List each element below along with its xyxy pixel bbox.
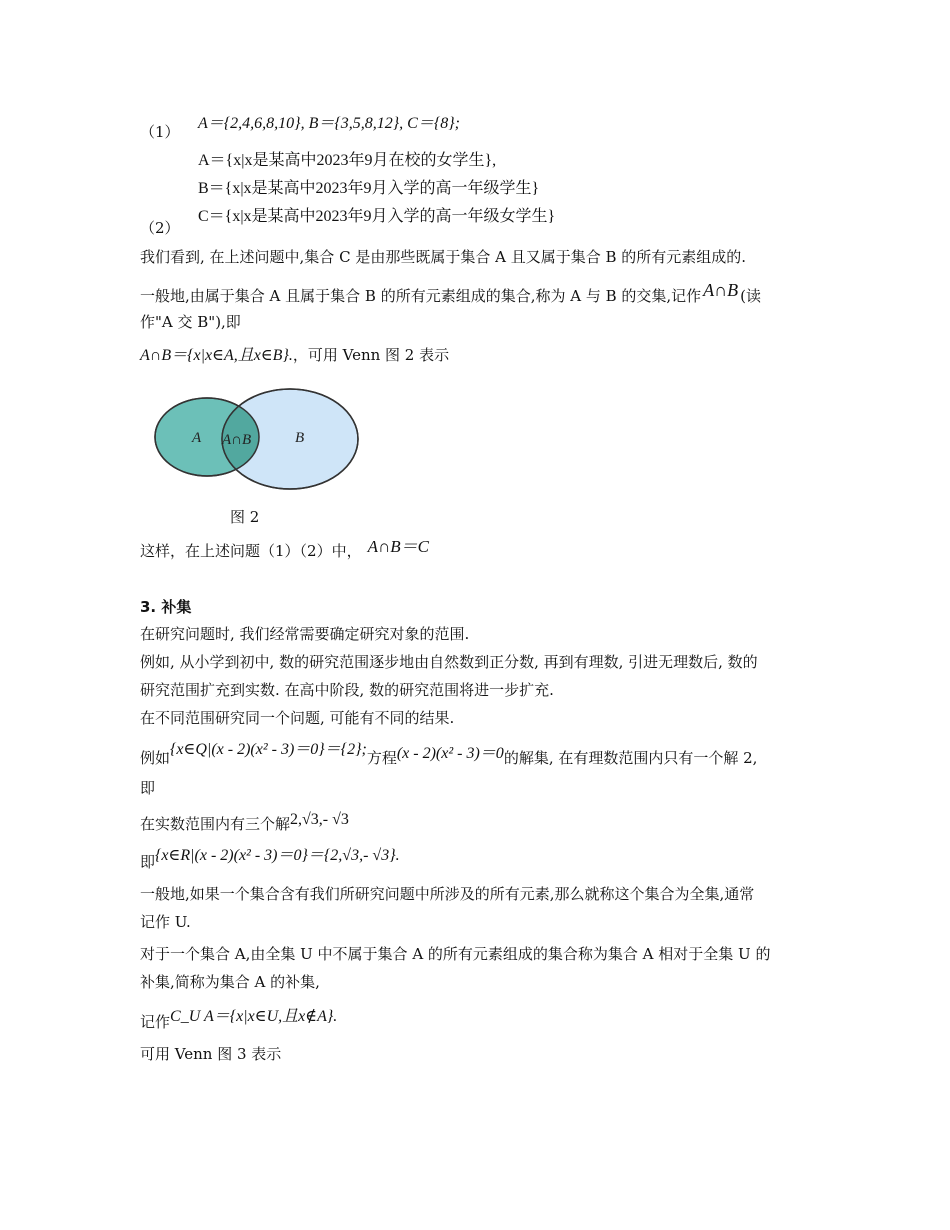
complement-paragraph-2b: 研究范围扩充到实数. 在高中阶段, 数的研究范围将进一步扩充.: [140, 681, 554, 699]
complement-paragraph-5b: 补集,简称为集合 A 的补集,: [140, 973, 320, 991]
complement-paragraph-3: 在不同范围研究同一个问题, 可能有不同的结果.: [140, 709, 455, 727]
venn-diagram-2: [150, 388, 380, 508]
example1-formula: A＝{2,4,6,8,10}, B＝{3,5,8,12}, C＝{8};: [198, 115, 460, 132]
complement-notation-lead: 记作: [140, 1013, 171, 1031]
complement-paragraph-2a: 例如, 从小学到初中, 数的研究范围逐步地由自然数到正分数, 再到有理数, 引进无理数后, 数的: [140, 653, 758, 671]
intersection-paragraph-3: 作"A 交 B"),即: [140, 313, 241, 331]
example2-set-a: A＝{x|x是某高中2023年9月在校的女学生},: [198, 152, 497, 169]
complement-paragraph-5a: 对于一个集合 A,由全集 U 中不属于集合 A 的所有元素组成的集合称为集合 A 相对于全集 U 的: [140, 945, 771, 963]
conclusion-text: 这样，在上述问题（1）（2）中，: [140, 542, 362, 560]
intersection-paragraph-2-text: 一般地,由属于集合 A 且属于集合 B 的所有元素组成的集合,称为 A 与 B 的交集,记作: [140, 287, 702, 305]
venn-label-a: A: [192, 430, 202, 446]
example-real: [140, 811, 349, 835]
example2-set-b: B＝{x|x是某高中2023年9月入学的高一年级学生}: [198, 180, 540, 197]
example2-set-c: C＝{x|x是某高中2023年9月入学的高一年级女学生}: [198, 208, 556, 225]
example-rational-tail-2: 即: [140, 779, 156, 797]
intersection-symbol: A∩B: [703, 280, 739, 300]
venn-caption-2: 图 2: [230, 508, 260, 526]
section-heading-complement: 3. 补集: [140, 598, 192, 616]
example2-label: （2）: [140, 219, 180, 237]
example-rational-equation: (x - 2)(x² - 3)＝0: [396, 745, 504, 762]
intersection-paragraph-2: [140, 280, 762, 306]
complement-paragraph-4a: 一般地,如果一个集合含有我们所研究问题中所涉及的所有元素,那么就称这个集合为全集,通常: [140, 885, 755, 903]
example-rational: [140, 741, 758, 769]
complement-notation: [140, 1008, 338, 1033]
example-rational-lead: 例如: [140, 749, 171, 767]
example-rational-set: {x∈Q|(x - 2)(x² - 3)＝0}＝{2};: [170, 741, 367, 758]
venn-label-a-intersect-b: A∩B: [222, 432, 252, 448]
complement-paragraph-4b: 记作 U.: [140, 913, 191, 931]
complement-notation-formula: C_U A＝{x|x∈U,且x∉A}.: [170, 1008, 338, 1025]
conclusion-line: [140, 537, 429, 561]
intersection-definition-tail: ，可用 Venn 图 2 表示: [292, 346, 450, 364]
venn-label-b: B: [295, 430, 305, 446]
example-real-set-formula: {x∈R|(x - 2)(x² - 3)＝0}＝{2,√3,- √3}.: [155, 847, 400, 864]
intersection-paragraph-1: 我们看到, 在上述问题中,集合 C 是由那些既属于集合 A 且又属于集合 B 的所有元素组成的.: [140, 248, 747, 266]
intersection-paragraph-2-read: (读: [740, 287, 762, 305]
intersection-definition-formula: A∩B＝{x|x∈A,且x∈B}.: [140, 347, 293, 364]
example-real-set: [140, 847, 400, 873]
example-real-values: 2,√3,- √3: [290, 811, 349, 828]
example-rational-tail: 的解集, 在有理数范围内只有一个解 2,: [503, 749, 758, 767]
complement-paragraph-6: 可用 Venn 图 3 表示: [140, 1045, 282, 1063]
example1-label: （1）: [140, 123, 180, 141]
intersection-definition: [140, 345, 449, 366]
conclusion-formula: A∩B＝C: [367, 537, 429, 556]
example-real-lead: 在实数范围内有三个解: [140, 815, 291, 833]
example-real-set-lead: 即: [140, 853, 156, 871]
complement-paragraph-1: 在研究问题时, 我们经常需要确定研究对象的范围.: [140, 625, 470, 643]
example-rational-mid: 方程: [366, 749, 397, 767]
